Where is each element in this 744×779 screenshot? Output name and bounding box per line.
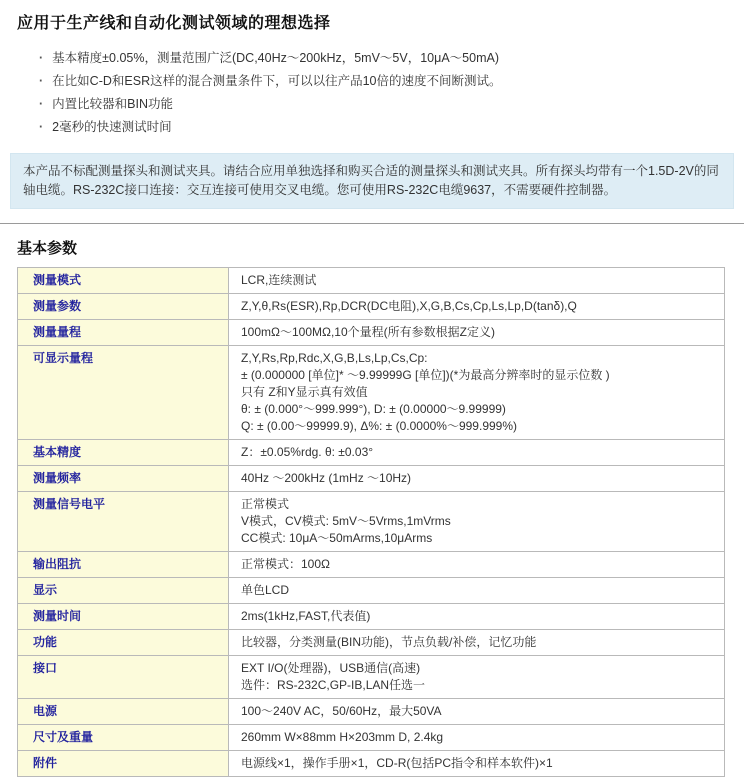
feature-item bbox=[39, 116, 727, 139]
table-row bbox=[18, 552, 725, 578]
feature-text: 内置比较器和BIN功能 bbox=[52, 97, 174, 111]
note-box: 本产品不标配测量探头和测试夹具。请结合应用单独选择和购买合适的测量探头和测试夹具。所有探头均带有一个1.5D-2V的同轴电缆。RS-232C接口连接：交互连接可使用交叉电缆。您可使用RS-232C电缆9637，不需要硬件控制器。 bbox=[10, 153, 734, 209]
section-divider bbox=[0, 223, 744, 224]
table-row bbox=[18, 699, 725, 725]
spec-value-line: 100mΩ～100MΩ,10个量程(所有参数根据Z定义) bbox=[241, 325, 495, 339]
bullet-icon: · bbox=[39, 97, 44, 111]
feature-list bbox=[39, 47, 727, 139]
table-row bbox=[18, 440, 725, 466]
spec-label: 测量信号电平 bbox=[18, 492, 229, 552]
spec-label: 基本精度 bbox=[18, 440, 229, 466]
table-row bbox=[18, 725, 725, 751]
spec-label: 测量频率 bbox=[18, 466, 229, 492]
spec-value bbox=[229, 268, 725, 294]
spec-value-line: 40Hz ～200kHz (1mHz ～10Hz) bbox=[241, 471, 412, 485]
bullet-icon: · bbox=[39, 51, 44, 65]
table-row bbox=[18, 294, 725, 320]
table-row bbox=[18, 320, 725, 346]
spec-value bbox=[229, 552, 725, 578]
spec-value bbox=[229, 320, 725, 346]
table-row bbox=[18, 578, 725, 604]
spec-label: 输出阻抗 bbox=[18, 552, 229, 578]
spec-value bbox=[229, 604, 725, 630]
page-title: 应用于生产线和自动化测试领域的理想选择 bbox=[17, 15, 331, 32]
feature-text: 基本精度±0.05%，测量范围广泛(DC,40Hz～200kHz，5mV～5V，10μA～50mA) bbox=[52, 51, 499, 65]
bullet-icon: · bbox=[39, 120, 44, 134]
spec-label: 测量参数 bbox=[18, 294, 229, 320]
spec-value bbox=[229, 578, 725, 604]
spec-value-line: Z,Y,Rs,Rp,Rdc,X,G,B,Ls,Lp,Cs,Cp: bbox=[241, 351, 428, 365]
spec-label: 显示 bbox=[18, 578, 229, 604]
spec-value-line: 单色LCD bbox=[241, 583, 290, 597]
spec-value-line: 电源线×1，操作手册×1，CD-R(包括PC指令和样本软件)×1 bbox=[241, 756, 553, 770]
spec-value-line: Z,Y,θ,Rs(ESR),Rp,DCR(DC电阻),X,G,B,Cs,Cp,Ls,Lp,D(tanδ),Q bbox=[241, 299, 577, 313]
spec-value-line: θ: ± (0.000°～999.999°), D: ± (0.00000～9.99999) bbox=[241, 402, 506, 416]
feature-item bbox=[39, 70, 727, 93]
spec-label: 接口 bbox=[18, 656, 229, 699]
feature-text: 在比如C-D和ESR这样的混合测量条件下，可以以往产品10倍的速度不间断测试。 bbox=[52, 74, 502, 88]
spec-value bbox=[229, 751, 725, 777]
spec-value bbox=[229, 699, 725, 725]
feature-item bbox=[39, 93, 727, 116]
bullet-icon: · bbox=[39, 74, 44, 88]
spec-value-line: V模式，CV模式: 5mV～5Vrms,1mVrms bbox=[241, 514, 451, 528]
table-row bbox=[18, 656, 725, 699]
spec-label: 电源 bbox=[18, 699, 229, 725]
spec-value bbox=[229, 440, 725, 466]
table-row bbox=[18, 604, 725, 630]
table-row bbox=[18, 346, 725, 440]
spec-value-line: Q: ± (0.00～99999.9), Δ%: ± (0.0000%～999.999%) bbox=[241, 419, 518, 433]
spec-label: 测量模式 bbox=[18, 268, 229, 294]
feature-item bbox=[39, 47, 727, 70]
spec-value-line: EXT I/O(处理器)，USB通信(高速) bbox=[241, 661, 421, 675]
spec-value-line: Z：±0.05%rdg. θ: ±0.03° bbox=[241, 445, 374, 459]
spec-value-line: LCR,连续测试 bbox=[241, 273, 317, 287]
spec-value-line: 比较器，分类测量(BIN功能)，节点负载/补偿，记忆功能 bbox=[241, 635, 537, 649]
spec-value-line: 正常模式 bbox=[241, 497, 290, 511]
spec-label: 尺寸及重量 bbox=[18, 725, 229, 751]
spec-label: 可显示量程 bbox=[18, 346, 229, 440]
spec-table bbox=[17, 267, 725, 777]
spec-value bbox=[229, 492, 725, 552]
spec-value-line: 2ms(1kHz,FAST,代表值) bbox=[241, 609, 371, 623]
spec-value bbox=[229, 466, 725, 492]
spec-value-line: 260mm W×88mm H×203mm D, 2.4kg bbox=[241, 730, 444, 744]
feature-text: 2毫秒的快速测试时间 bbox=[52, 120, 172, 134]
spec-value bbox=[229, 346, 725, 440]
section-title: 基本参数 bbox=[17, 240, 78, 257]
spec-value-line: ± (0.000000 [单位]* ～9.99999G [单位])(*为最高分辨率时的显示位数 ) bbox=[241, 368, 610, 382]
table-row bbox=[18, 466, 725, 492]
spec-value bbox=[229, 725, 725, 751]
spec-value bbox=[229, 630, 725, 656]
table-row bbox=[18, 630, 725, 656]
spec-value-line: 100～240V AC，50/60Hz，最大50VA bbox=[241, 704, 442, 718]
spec-label: 功能 bbox=[18, 630, 229, 656]
table-row bbox=[18, 751, 725, 777]
spec-value-line: CC模式: 10μA～50mArms,10μArms bbox=[241, 531, 433, 545]
spec-label: 测量时间 bbox=[18, 604, 229, 630]
spec-value-line: 正常模式：100Ω bbox=[241, 557, 330, 571]
spec-label: 附件 bbox=[18, 751, 229, 777]
table-row bbox=[18, 492, 725, 552]
spec-value bbox=[229, 656, 725, 699]
table-row bbox=[18, 268, 725, 294]
spec-value-line: 只有 Z和Y显示真有效值 bbox=[241, 385, 368, 399]
spec-label: 测量量程 bbox=[18, 320, 229, 346]
spec-value bbox=[229, 294, 725, 320]
spec-value-line: 选件：RS-232C,GP-IB,LAN任选一 bbox=[241, 678, 426, 692]
